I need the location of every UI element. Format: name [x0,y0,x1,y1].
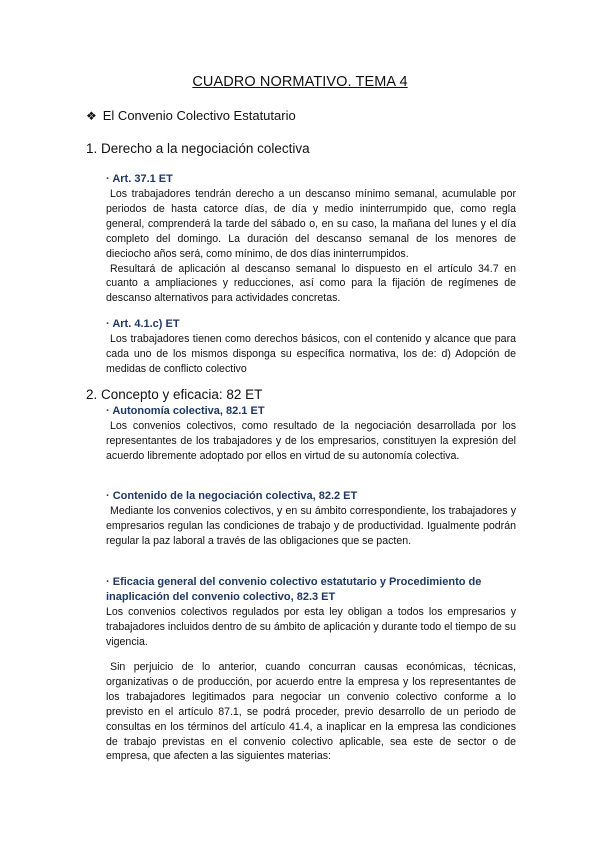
item-82-3 [106,575,516,650]
section-bullet [86,108,296,123]
bullet-icon: · [106,576,110,588]
bullet-icon: · [106,173,110,185]
bullet-icon: · [106,405,110,417]
paragraph: Los convenios colectivos regulados por esta ley obligan a todos los empresarios y trabajadores incluidos dentro de su ámbito de aplicación y durante todo el tiempo de su vigencia. [106,606,516,648]
item-label: · Eficacia general del convenio colectivo estatutario y Procedimiento de inaplicación del convenio colectivo, 82.3 ET [106,576,482,603]
diamond-bullet-icon: ❖ [86,109,97,123]
paragraph: Sin perjuicio de lo anterior, cuando concurran causas económicas, técnicas, organizativas o de producción, por acuerdo entre la empresa y los representantes de los trabajadores legitimados para negociar un convenio colectivo conforme a lo previsto en el artículo 87.1, se podrá proceder, previo desarrollo de un periodo de consultas en los términos del artículo 41.4, a inaplicar en la empresa las condiciones de trabajo previstas en el convenio colectivo aplicable, sea este de sector o de empresa, que afecten a las siguientes materias: [106,661,516,763]
document-title: CUADRO NORMATIVO. TEMA 4 [192,74,408,90]
paragraph-block [106,660,516,764]
item-art-37-1 [106,172,516,306]
paragraph: Los trabajadores tienen como derechos básicos, con el contenido y alcance que para cada uno de los mismos disponga su específica normativa, los de: d) Adopción de medidas de conflicto colectivo [106,333,516,375]
paragraph: Los trabajadores tendrán derecho a un descanso mínimo semanal, acumulable por periodos de hasta catorce días, de día y medio ininterrumpido que, como regla general, comprenderá la tarde del sábado o, en su caso, la mañana del lunes y el día completo del domingo. La duración del descanso semanal de los menores de dieciocho años será, como mínimo, de dos días ininterrumpidos. [106,188,516,260]
bullet-icon: · [106,490,110,502]
item-label: · Art. 37.1 ET [106,173,173,185]
section-heading-1: 1. Derecho a la negociación colectiva [86,141,310,156]
paragraph: Resultará de aplicación al descanso semanal lo dispuesto en el artículo 34.7 en cuanto a ampliaciones y reducciones, así como para la fijación de regímenes de descanso alternativos para actividades concretas. [106,262,516,305]
item-82-2 [106,489,516,549]
item-label: · Art. 4.1.c) ET [106,318,180,330]
paragraph: Los convenios colectivos, como resultado de la negociación desarrollada por los representantes de los trabajadores y de los empresarios, constituyen la expresión del acuerdo libremente adoptado por ellos en virtud de su autonomía colectiva. [106,420,516,462]
section-heading-2: 2. Concepto y eficacia: 82 ET [86,387,263,402]
item-label: · Autonomía colectiva, 82.1 ET [106,405,265,417]
item-82-1 [106,404,516,464]
section-bullet-text: El Convenio Colectivo Estatutario [102,108,296,123]
bullet-icon: · [106,318,110,330]
item-art-4-1-c [106,317,516,377]
item-label: · Contenido de la negociación colectiva, 82.2 ET [106,490,358,502]
paragraph: Mediante los convenios colectivos, y en su ámbito correspondiente, los trabajadores y empresarios regulan las condiciones de trabajo y de productividad. Igualmente podrán regular la paz laboral a través de las obligaciones que se pacten. [106,505,516,547]
